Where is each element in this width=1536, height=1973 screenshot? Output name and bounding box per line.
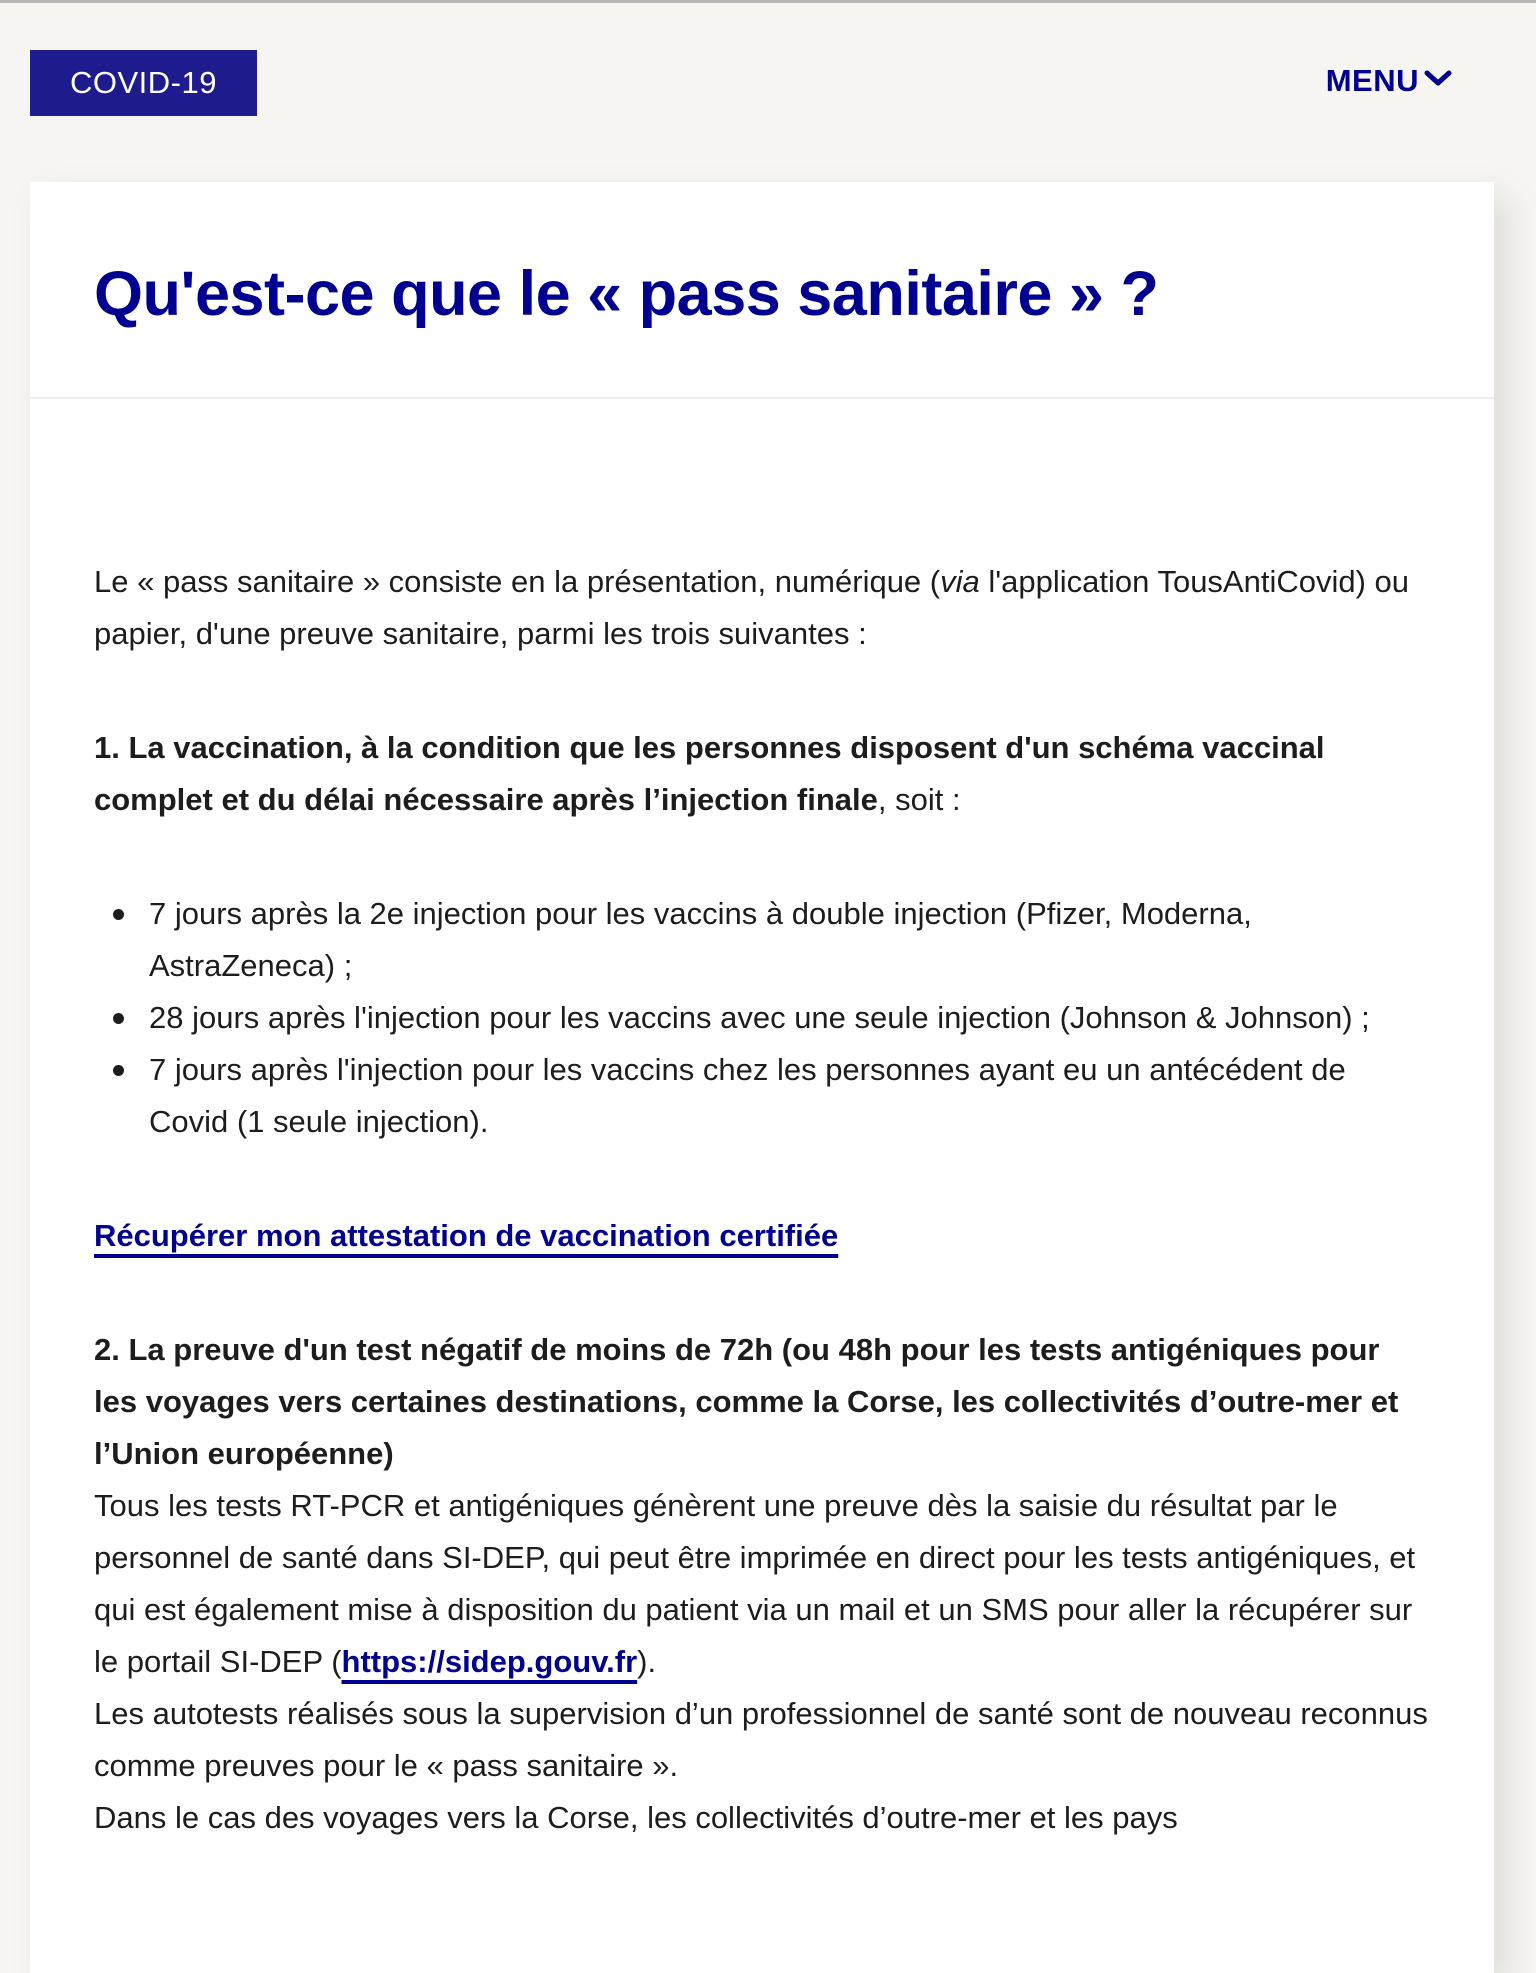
list-item: 28 jours après l'injection pour les vaccins avec une seule injection (Johnson & Johnson) ; — [149, 992, 1430, 1044]
article-card — [30, 182, 1494, 1973]
test-body-end: ). — [637, 1644, 657, 1680]
test-heading — [94, 1324, 1430, 1480]
test-body — [94, 1480, 1430, 1688]
vaccination-delays-list — [94, 888, 1430, 1148]
covid19-badge[interactable]: COVID-19 — [30, 50, 257, 116]
test-body-start: Tous les tests RT-PCR et antigéniques génèrent une preuve dès la saisie du résultat par le personnel de santé dans SI-DEP, qui peut être imprimée en direct pour les tests antigéniques, et qui est également mise à disposition du patient via un mail et un SMS pour aller la récupérer sur le portail SI-DEP ( — [94, 1488, 1416, 1680]
vaccination-heading — [94, 722, 1430, 826]
attestation-link-paragraph — [94, 1210, 1430, 1262]
site-header — [0, 3, 1536, 182]
sidep-link[interactable]: https://sidep.gouv.fr — [341, 1644, 638, 1680]
autotests-line: Les autotests réalisés sous la supervision d’un professionnel de santé sont de nouveau reconnus comme preuves pour le « pass sanitaire ». — [94, 1696, 1428, 1784]
title-section — [30, 182, 1494, 399]
menu-button-label: MENU — [1325, 63, 1419, 98]
chevron-down-icon — [1424, 76, 1452, 87]
intro-text-start: Le « pass sanitaire » consiste en la présentation, numérique ( — [94, 564, 941, 600]
test-heading-bold: 2. La preuve d'un test négatif de moins de 72h (ou 48h pour les tests antigéniques pour les voyages vers certaines destinations, comme la Corse, les collectivités d’outre-mer et l’Union européenne) — [94, 1332, 1399, 1472]
article-content — [30, 399, 1494, 1924]
list-item: 7 jours après la 2e injection pour les vaccins à double injection (Pfizer, Moderna, AstraZeneca) ; — [149, 888, 1430, 992]
intro-text-italic: via — [940, 564, 980, 600]
vaccination-heading-suffix: , soit : — [877, 782, 961, 818]
menu-button[interactable] — [1326, 63, 1452, 99]
list-item: 7 jours après l'injection pour les vaccins chez les personnes ayant eu un antécédent de Covid (1 seule injection). — [149, 1044, 1430, 1148]
intro-paragraph — [94, 556, 1430, 660]
intro-text-end: l'application TousAntiCovid) ou papier, d'une preuve sanitaire, parmi les trois suivantes : — [94, 564, 1410, 652]
page-title: Qu'est-ce que le « pass sanitaire » ? — [94, 259, 1159, 329]
test-section — [94, 1324, 1430, 1844]
attestation-link[interactable]: Récupérer mon attestation de vaccination certifiée — [94, 1218, 839, 1254]
voyages-line: Dans le cas des voyages vers la Corse, les collectivités d’outre-mer et les pays — [94, 1800, 1178, 1836]
vaccination-heading-bold: 1. La vaccination, à la condition que les personnes disposent d'un schéma vaccinal complet et du délai nécessaire après l’injection finale — [94, 730, 1325, 818]
